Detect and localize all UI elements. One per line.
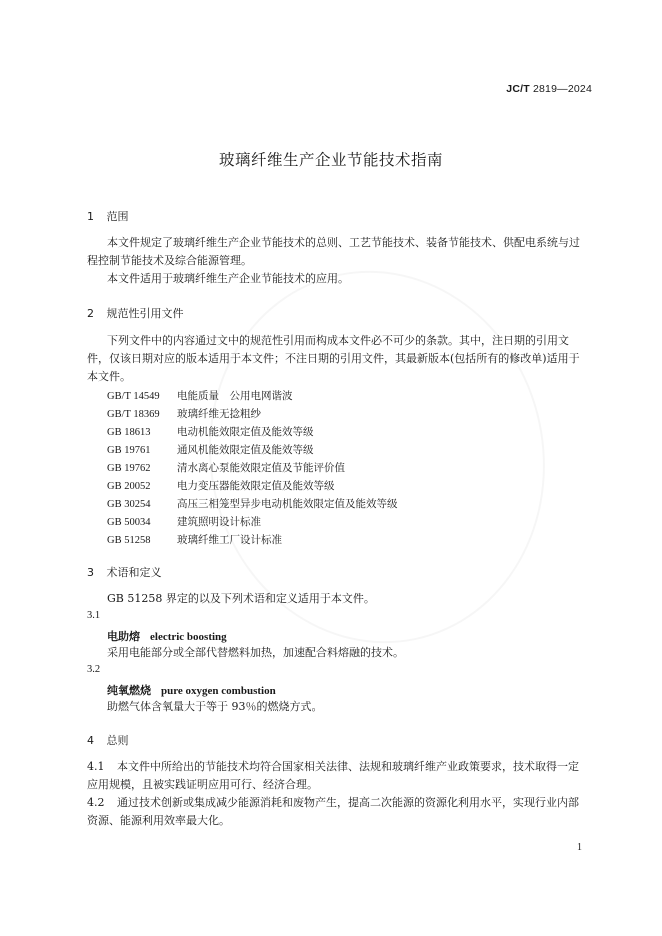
- reference-title: 通风机能效限定值及能效等级: [177, 444, 314, 456]
- clause-number: 4.2: [87, 796, 105, 809]
- reference-code: GB 20052: [107, 481, 151, 492]
- reference-code: GB 51258: [107, 535, 151, 546]
- reference-title: 玻璃纤维无捻粗纱: [177, 408, 261, 420]
- term-definition: 采用电能部分或全部代替燃料加热，加速配合料熔融的技术。: [107, 646, 404, 659]
- section-3-heading: [87, 564, 162, 580]
- term-name: [107, 682, 276, 698]
- section-number: 4: [87, 734, 94, 747]
- term-number: 3.1: [87, 610, 101, 621]
- term-definition: 助燃气体含氧量大于等于 93％的燃烧方式。: [107, 700, 323, 713]
- standard-prefix: JC/T: [506, 83, 530, 95]
- reference-code: GB 30254: [107, 499, 151, 510]
- watermark-seal: [175, 239, 579, 674]
- section-2-heading: [87, 305, 184, 321]
- reference-title: 玻璃纤维工厂设计标准: [177, 534, 282, 546]
- reference-code: GB 18613: [107, 427, 151, 438]
- paragraph-line: 本文件。: [87, 370, 131, 383]
- reference-item: [107, 496, 398, 511]
- term-zh: 纯氧燃烧: [107, 684, 151, 697]
- reference-item: [107, 442, 314, 457]
- section-number: 3: [87, 566, 94, 579]
- section-title: 术语和定义: [106, 566, 162, 579]
- paragraph-line: 件，仅该日期对应的版本适用于本文件；不注日期的引用文件，其最新版本(包括所有的修改单)适用于: [87, 352, 580, 365]
- reference-code: GB 19762: [107, 463, 151, 474]
- clause-text: 本文件中所给出的节能技术均符合国家相关法律、法规和玻璃纤维产业政策要求，技术取得一定: [117, 760, 579, 773]
- term-en: pure oxygen combustion: [161, 685, 276, 697]
- reference-title: 电动机能效限定值及能效等级: [177, 426, 314, 438]
- paragraph-line: GB 51258 界定的以及下列术语和定义适用于本文件。: [107, 592, 375, 605]
- paragraph-line: 下列文件中的内容通过文中的规范性引用而构成本文件必不可少的条款。其中，注日期的引用文: [107, 334, 569, 347]
- reference-item: [107, 388, 293, 403]
- section-number: 2: [87, 307, 94, 320]
- reference-title: 清水离心泵能效限定值及节能评价值: [177, 462, 345, 474]
- reference-item: [107, 478, 335, 493]
- section-4-heading: [87, 732, 129, 748]
- standard-code: [506, 83, 592, 95]
- reference-title: 电能质量 公用电网谐波: [177, 390, 293, 402]
- reference-item: [107, 424, 314, 439]
- reference-code: GB/T 14549: [107, 391, 160, 402]
- clause-line: 应用规模，且被实践证明应用可行、经济合理。: [87, 778, 318, 791]
- term-number: 3.2: [87, 664, 101, 675]
- reference-item: [107, 406, 261, 421]
- clause-text: 通过技术创新或集成减少能源消耗和废物产生，提高二次能源的资源化利用水平，实现行业内部: [117, 796, 579, 809]
- standard-number: 2819—2024: [532, 83, 592, 95]
- paragraph-line: 程控制节能技术及综合能源管理。: [87, 254, 252, 267]
- reference-title: 高压三相笼型异步电动机能效限定值及能效等级: [177, 498, 398, 510]
- clause-line: [87, 796, 579, 810]
- reference-code: GB/T 18369: [107, 409, 160, 420]
- reference-title: 建筑照明设计标准: [177, 516, 261, 528]
- document-title: 玻璃纤维生产企业节能技术指南: [218, 151, 443, 169]
- paragraph-line: 本文件适用于玻璃纤维生产企业节能技术的应用。: [107, 272, 349, 285]
- paragraph-line: 本文件规定了玻璃纤维生产企业节能技术的总则、工艺节能技术、装备节能技术、供配电系统与过: [107, 236, 580, 249]
- clause-line: [87, 760, 579, 774]
- term-name: [107, 628, 227, 644]
- reference-item: [107, 460, 345, 475]
- term-en: electric boosting: [150, 631, 227, 643]
- section-title: 总则: [106, 734, 129, 747]
- term-zh: 电助熔: [107, 630, 140, 643]
- section-title: 范围: [106, 210, 129, 223]
- clause-line: 资源、能源利用效率最大化。: [87, 814, 230, 827]
- clause-number: 4.1: [87, 760, 105, 773]
- reference-item: [107, 514, 261, 529]
- reference-code: GB 50034: [107, 517, 151, 528]
- section-title: 规范性引用文件: [106, 307, 184, 320]
- reference-title: 电力变压器能效限定值及能效等级: [177, 480, 335, 492]
- reference-code: GB 19761: [107, 445, 151, 456]
- page-number: 1: [577, 842, 582, 853]
- reference-item: [107, 532, 282, 547]
- section-number: 1: [87, 210, 94, 223]
- section-1-heading: [87, 208, 129, 224]
